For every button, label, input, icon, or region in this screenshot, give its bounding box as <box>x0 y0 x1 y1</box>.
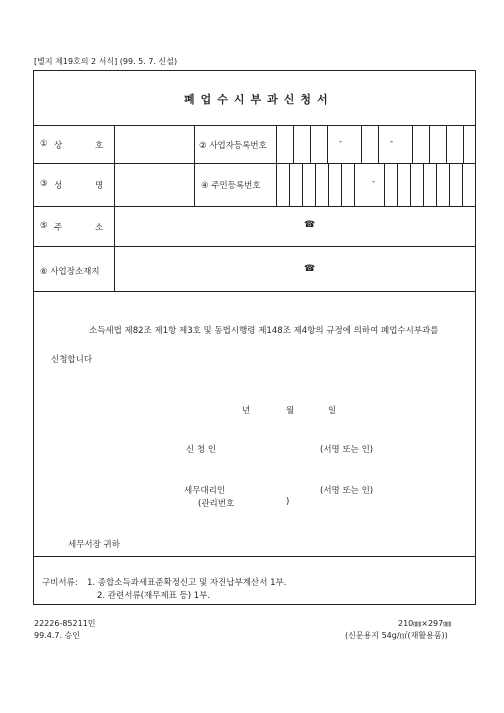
footer-form-code: 22226-85211민 <box>34 619 96 628</box>
date-day: 일 <box>328 406 337 416</box>
address-label-b: 소 <box>95 223 104 233</box>
row-divider <box>34 206 475 207</box>
date-year: 년 <box>242 406 251 416</box>
address-label-a: 주 <box>54 223 63 233</box>
biz-location-label: ⑥ 사업장소재지 <box>40 267 100 277</box>
digit-box-line <box>293 125 294 163</box>
name-label-b: 명 <box>95 181 104 191</box>
application-form <box>33 70 476 605</box>
digit-box-line <box>436 163 437 206</box>
digit-box-line <box>446 125 447 163</box>
form-title: 폐업수시부과신청서 <box>184 93 334 106</box>
digit-box-line <box>423 163 424 206</box>
trade-name-label-num: ① <box>40 139 48 149</box>
digit-box-line <box>384 163 385 206</box>
statement-line-1: 소득세법 제82조 제1항 제3호 및 동법시행령 제148조 제4항의 규정에 의하여 폐업수시부과를 <box>89 326 439 336</box>
footer-approval: 99.4.7. 승인 <box>34 631 80 640</box>
form-reference: [별지 제19호의 2 서식] (99. 5. 7. 신설) <box>34 57 178 66</box>
trade-name-label-a: 상 <box>54 141 63 151</box>
digit-box-line <box>397 163 398 206</box>
resident-no-dash: - <box>372 177 376 187</box>
biz-reg-dash: - <box>390 137 394 147</box>
digit-box-line <box>354 163 355 206</box>
agent-mgmt-number: (관리번호 <box>198 499 235 509</box>
digit-box-line <box>410 163 411 206</box>
docs-item-2: 2. 관련서류(재무제표 등) 1부. <box>97 591 211 601</box>
digit-box-line <box>327 125 328 163</box>
digit-box-line <box>462 163 463 206</box>
applicant-signature: (서명 또는 인) <box>320 445 374 455</box>
footer-paper-size: 210㎜×297㎜ <box>398 619 452 628</box>
phone-icon: ☎ <box>304 220 316 230</box>
digit-box-line <box>412 125 413 163</box>
column-divider <box>276 163 277 206</box>
address-label-num: ⑤ <box>40 221 48 231</box>
biz-reg-label: ② 사업자등록번호 <box>199 141 267 151</box>
digit-box-line <box>315 163 316 206</box>
digit-box-line <box>328 163 329 206</box>
docs-label: 구비서류: <box>42 578 78 588</box>
digit-box-line <box>449 163 450 206</box>
digit-box-line <box>361 125 362 163</box>
digit-box-line <box>429 125 430 163</box>
trade-name-label-b: 호 <box>95 141 104 151</box>
addressee: 세무서장 귀하 <box>68 540 120 550</box>
agent-mgmt-close: ) <box>286 497 290 507</box>
column-divider <box>194 163 195 206</box>
agent-label: 세무대리인 <box>184 486 226 496</box>
docs-item-1: 1. 종합소득과세표준확정신고 및 자진납부계산서 1부. <box>87 578 287 588</box>
digit-box-line <box>463 125 464 163</box>
column-divider <box>114 125 115 291</box>
row-divider <box>34 556 475 557</box>
row-divider <box>34 125 475 126</box>
statement-line-2: 신청합니다 <box>51 355 93 365</box>
footer-paper-type: (신문용지 54g/㎡(재활용품)) <box>345 631 448 640</box>
row-divider <box>34 163 475 164</box>
digit-box-line <box>378 125 379 163</box>
resident-no-label: ④ 주민등록번호 <box>201 181 261 191</box>
agent-signature: (서명 또는 인) <box>320 486 374 496</box>
digit-box-line <box>289 163 290 206</box>
row-divider <box>34 246 475 247</box>
name-label-num: ③ <box>40 179 48 189</box>
column-divider <box>194 125 195 163</box>
name-label-a: 성 <box>54 181 63 191</box>
digit-box-line <box>341 163 342 206</box>
row-divider <box>34 291 475 292</box>
date-month: 월 <box>286 406 295 416</box>
digit-box-line <box>302 163 303 206</box>
applicant-label: 신 청 인 <box>186 445 217 455</box>
phone-icon: ☎ <box>304 264 316 274</box>
biz-reg-dash: - <box>339 137 343 147</box>
digit-box-line <box>310 125 311 163</box>
column-divider <box>276 125 277 163</box>
